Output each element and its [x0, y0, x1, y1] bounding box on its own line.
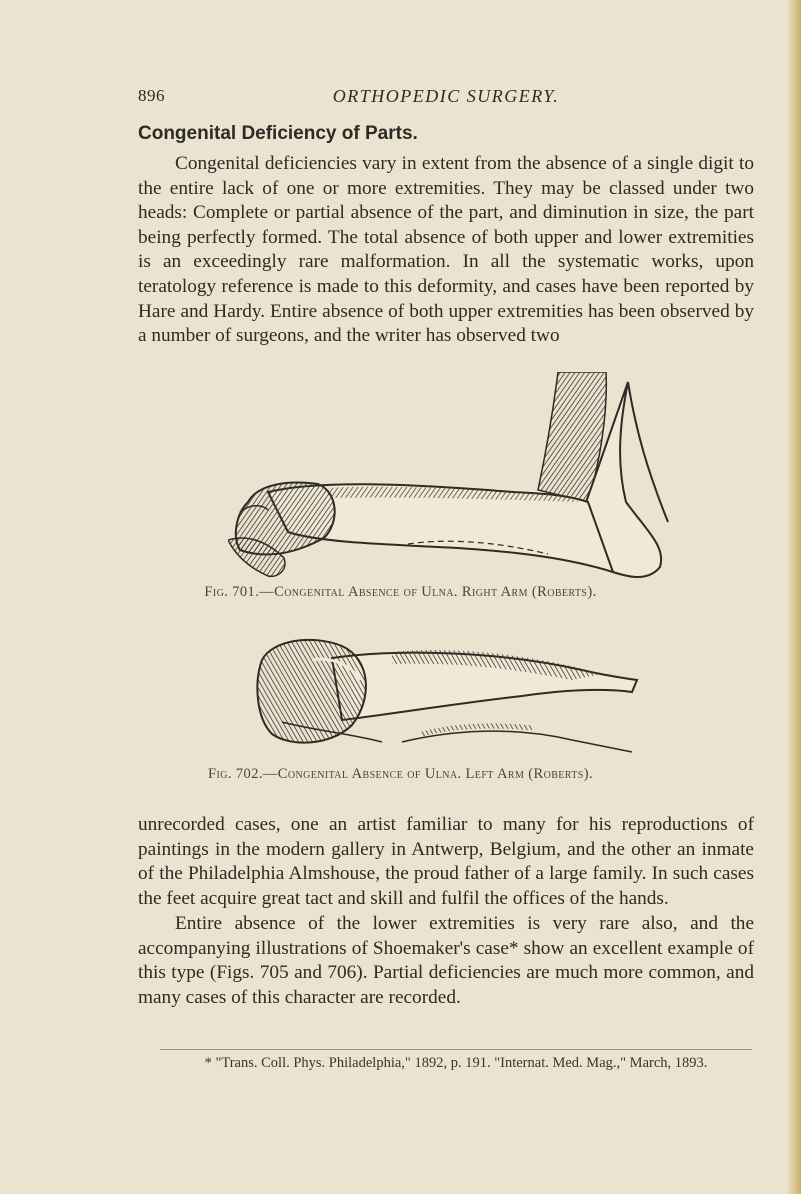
figure-701-caption-text: —Congenital Absence of Ulna. Right Arm (Roberts). — [259, 584, 597, 600]
figure-702-label: Fig. 702. — [208, 766, 263, 782]
figure-702-caption — [0, 766, 801, 783]
figure-702-caption-text: —Congenital Absence of Ulna. Left Arm (Roberts). — [262, 766, 593, 782]
running-title: ORTHOPEDIC SURGERY. — [332, 86, 560, 106]
body-paragraph-3: Entire absence of the lower extremities is very rare also, and the accompanying illustrations of Shoemaker's case* show an excellent example of this type (Figs. 705 and 706). Partial deficiencies are much more common, and many cases of this character are recorded. — [138, 913, 754, 1008]
figure-701-illustration — [228, 372, 678, 582]
body-paragraph-1: Congenital deficiencies vary in extent from the absence of a single digit to the entire lack of one or more extremities. They may be classed under two heads: Complete or partial absence of the part, and diminution in size, the part being perfectly formed. The total absence of both upper and lower extremities is an exceedingly rare malformation. In all the systematic works, upon teratology reference is made to this deformity, and cases have been reported by Hare and Hardy. Entire absence of both upper extremities has been observed by a number of surgeons, and the writer has observed two — [138, 153, 754, 347]
figure-702-illustration — [252, 630, 642, 755]
figure-701-caption — [0, 584, 801, 601]
figure-701-label: Fig. 701. — [204, 584, 260, 600]
body-paragraph-2: unrecorded cases, one an artist familiar to many for his reproductions of paintings in the modern gallery in Antwerp, Belgium, and the other an inmate of the Philadelphia Almshouse, the proud father of a large family. In such cases the feet acquire great tact and skill and fulfil the offices of the hands. — [138, 814, 754, 909]
section-heading: Congenital Deficiency of Parts. — [138, 123, 418, 144]
footnote: * "Trans. Coll. Phys. Philadelphia," 1892, p. 191. "Internat. Med. Mag.," March, 1893. — [204, 1055, 708, 1071]
page-header — [138, 86, 754, 110]
figure-701 — [0, 372, 801, 600]
footnote-rule — [160, 1049, 752, 1050]
page-number: 896 — [138, 86, 165, 105]
figure-702 — [0, 630, 801, 780]
